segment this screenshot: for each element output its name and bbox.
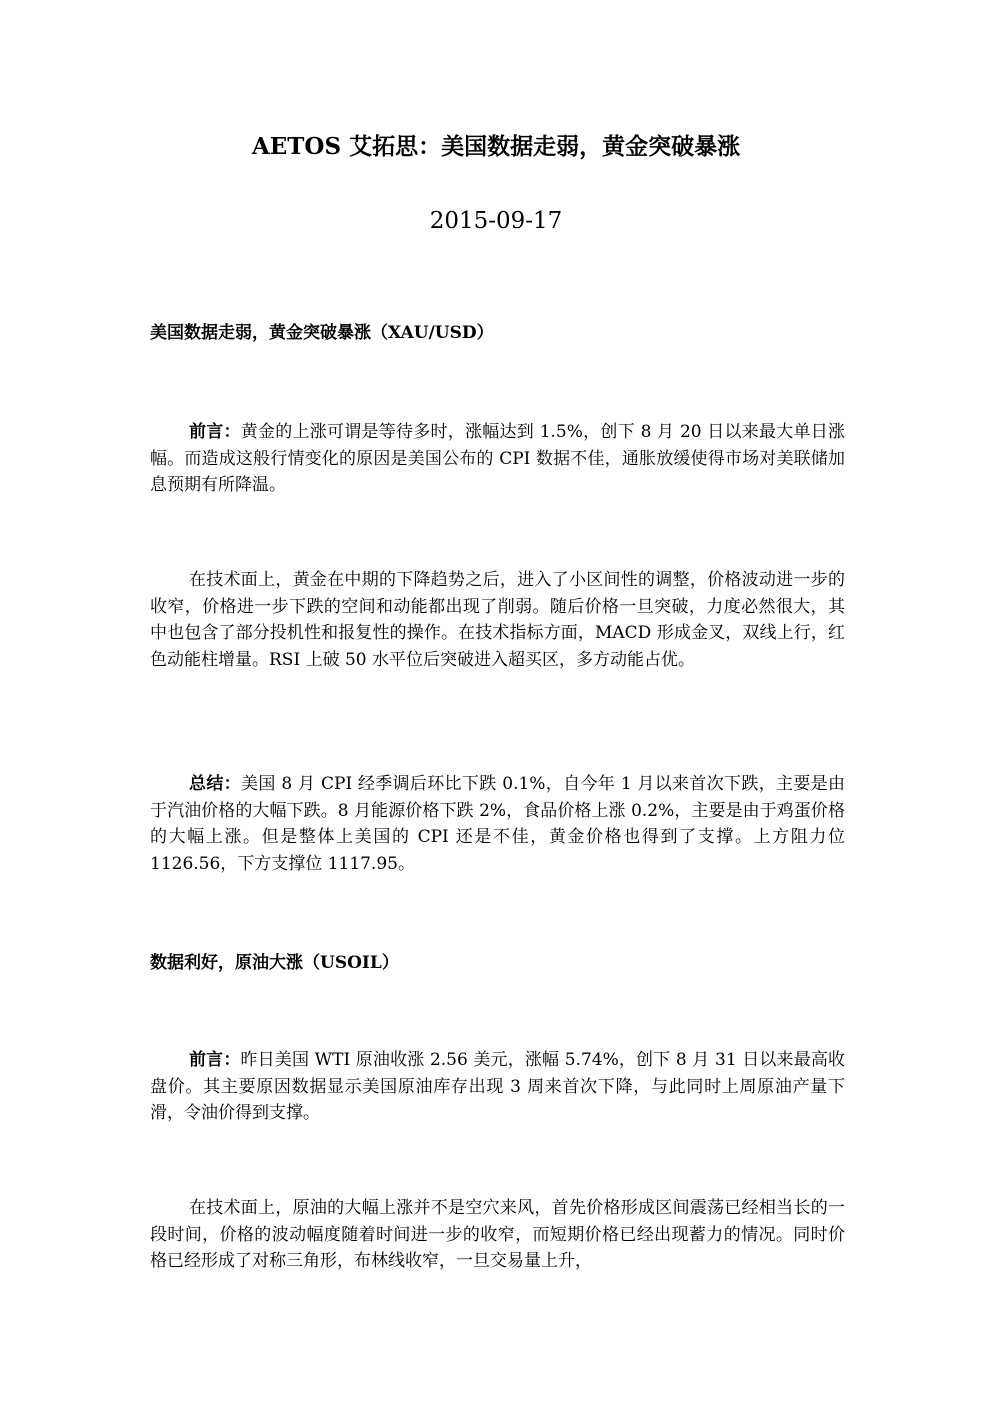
gold-technical-paragraph: 在技术面上，黄金在中期的下降趋势之后，进入了小区间性的调整，价格波动进一步的收窄，价格进一步下跌的空间和动能都出现了削弱。随后价格一旦突破，力度必然很大，其中也包含了部分投机性和报复性的操作。在技术指标方面，MACD 形成金叉，双线上行，红色动能柱增量。RSI 上破 50 水平位后突破进入超买区，多方动能占优。 xyxy=(150,570,845,670)
oil-intro-text: 昨日美国 WTI 原油收涨 2.56 美元，涨幅 5.74%，创下 8 月 31 日以来最高收盘价。其主要原因数据显示美国原油库存出现 3 周来首次下降，与此同时上周原油产量下滑，令油价得到支撑。 xyxy=(150,1050,846,1123)
section-heading-gold: 美国数据走弱，黄金突破暴涨（XAU/USD） xyxy=(150,323,494,343)
oil-intro-label: 前言： xyxy=(189,1050,241,1070)
section-heading-oil: 数据利好，原油大涨（USOIL） xyxy=(150,953,399,973)
gold-summary-text: 美国 8 月 CPI 经季调后环比下跌 0.1%，自今年 1 月以来首次下跌，主要是由于汽油价格的大幅下跌。8 月能源价格下跌 2%，食品价格上涨 0.2%，主要是由于鸡蛋价格的大幅上涨。但是整体上美国的 CPI 还是不佳，黄金价格也得到了支撑。上方阻力位 1126.56，下方支撑位 1117.95。 xyxy=(150,774,846,874)
gold-intro-paragraph xyxy=(150,419,845,499)
oil-technical-paragraph: 在技术面上，原油的大幅上涨并不是空穴来风，首先价格形成区间震荡已经相当长的一段时间，价格的波动幅度随着时间进一步的收窄，而短期价格已经出现蓄力的情况。同时价格已经形成了对称三角形，布林线收窄，一旦交易量上升， xyxy=(150,1198,845,1271)
gold-summary-label: 总结： xyxy=(189,774,241,794)
page-date: 2015-09-17 xyxy=(429,208,563,234)
page-title: AETOS 艾拓思：美国数据走弱，黄金突破暴涨 xyxy=(251,133,741,160)
gold-summary-paragraph xyxy=(150,771,845,877)
oil-intro-paragraph xyxy=(150,1047,845,1127)
gold-intro-label: 前言： xyxy=(189,422,241,442)
gold-intro-text: 黄金的上涨可谓是等待多时，涨幅达到 1.5%，创下 8 月 20 日以来最大单日涨幅。而造成这般行情变化的原因是美国公布的 CPI 数据不佳，通胀放缓使得市场对美联储加息预期有所降温。 xyxy=(150,422,846,495)
